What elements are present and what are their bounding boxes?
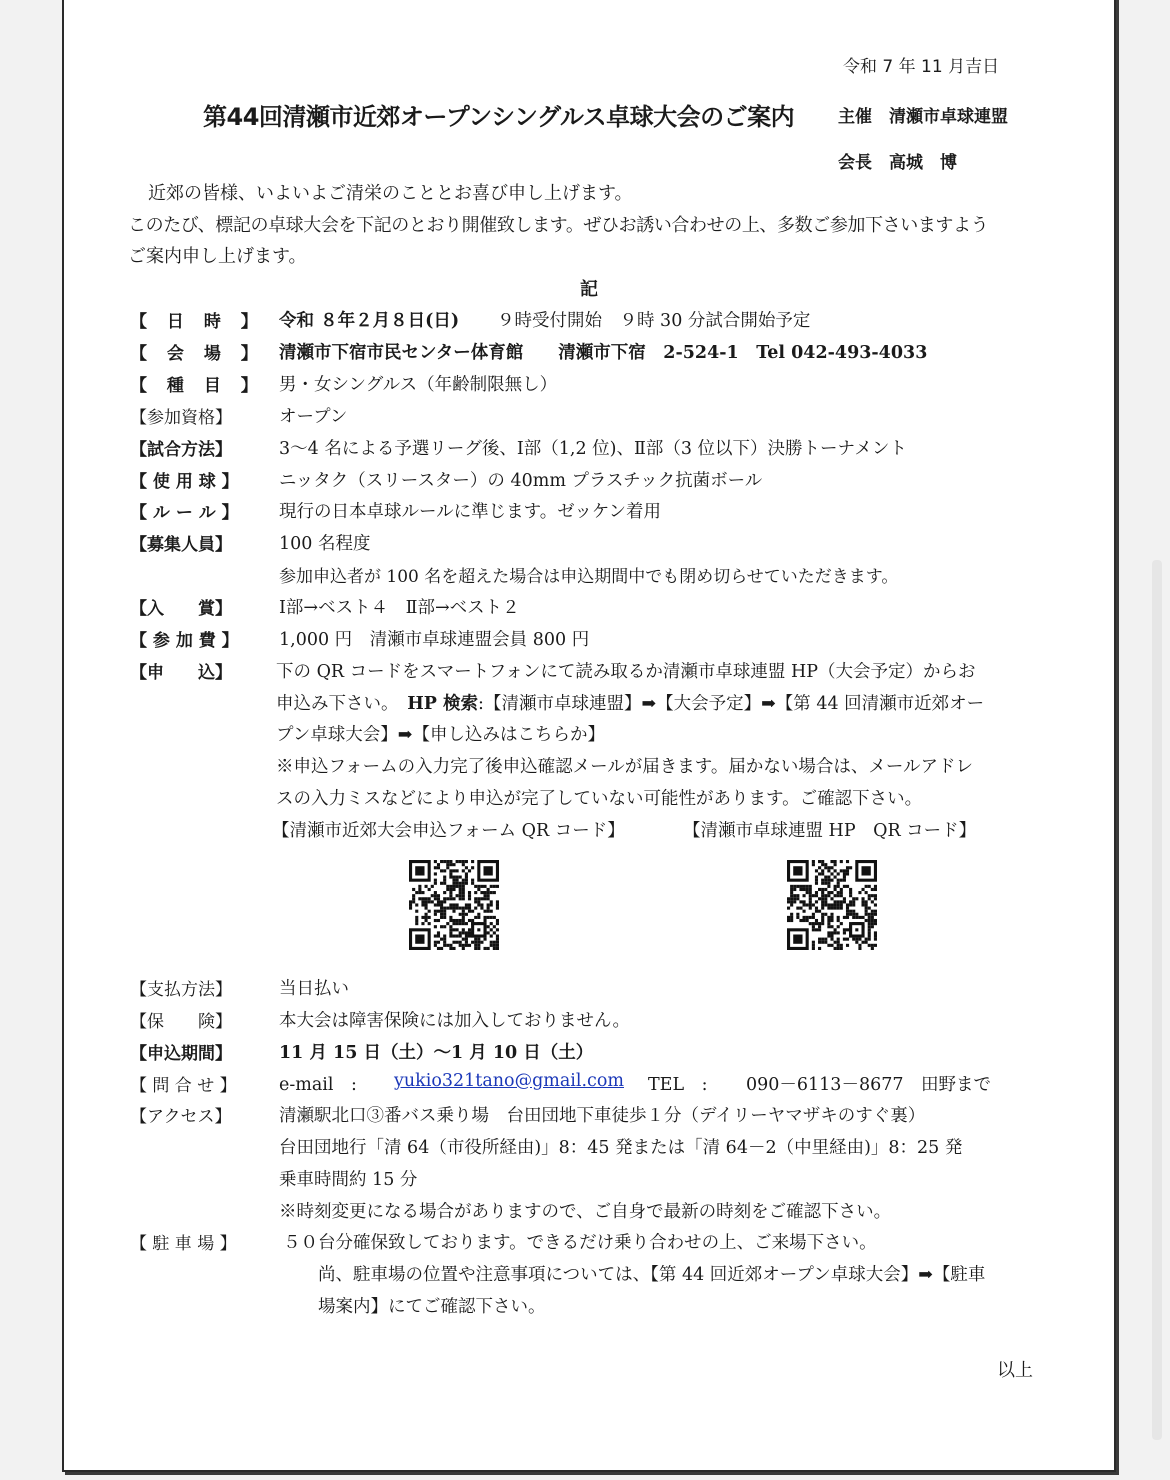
value-rules: 現行の日本卓球ルールに準じます。ゼッケン着用 bbox=[279, 502, 662, 522]
value-ball: ニッタク（スリースター）の 40mm プラスチック抗菌ボール bbox=[279, 471, 763, 491]
parking-line-2: 尚、駐車場の位置や注意事項については、【第 44 回近郊オープン卓球大会】➡【駐車 bbox=[318, 1265, 986, 1285]
contact-tel-label: TEL : bbox=[648, 1075, 708, 1095]
value-event: 男・女シングルス（年齢制限無し） bbox=[279, 375, 558, 395]
label-contact: 【 問 合 せ 】 bbox=[130, 1076, 237, 1096]
parking-line-1: ５０台分確保致しております。できるだけ乗り合わせの上、ご来場下さい。 bbox=[283, 1233, 877, 1253]
label-ball: 【 使 用 球 】 bbox=[130, 472, 239, 492]
label-parking: 【 駐 車 場 】 bbox=[130, 1234, 237, 1254]
intro-line-1: 近郊の皆様、いよいよご清栄のこととお喜び申し上げます。 bbox=[148, 183, 633, 204]
access-line-3: 乗車時間約 15 分 bbox=[279, 1170, 418, 1190]
capacity-note: 参加申込者が 100 名を超えた場合は申込期間中でも閉め切らせていただきます。 bbox=[279, 567, 899, 587]
label-prizes: 【入 賞】 bbox=[130, 599, 232, 619]
apply-line-4: ※申込フォームの入力完了後申込確認メールが届きます。届かない場合は、メールアドレ bbox=[276, 757, 974, 777]
qr-label-form: 【清瀬市近郊大会申込フォーム QR コード】 bbox=[272, 821, 625, 841]
label-apply: 【申 込】 bbox=[130, 663, 232, 683]
value-eligibility: オープン bbox=[279, 407, 348, 427]
qr-code-application-form[interactable] bbox=[409, 860, 499, 950]
label-format: 【試合方法】 bbox=[130, 440, 232, 460]
label-fee: 【 参 加 費 】 bbox=[130, 631, 239, 651]
hp-search-label: HP 検索 bbox=[407, 694, 479, 714]
apply-line-1: 下の QR コードをスマートフォンにて読み取るか清瀬市卓球連盟 HP（大会予定）からお bbox=[276, 662, 976, 682]
label-rules: 【 ル ー ル 】 bbox=[130, 503, 239, 523]
label-venue: 【 会 場 】 bbox=[130, 344, 265, 364]
value-venue: 清瀬市下宿市民センター体育館 清瀬市下宿 2-524-1 Tel 042-493-4033 bbox=[279, 343, 928, 363]
label-period: 【申込期間】 bbox=[130, 1044, 232, 1064]
value-datetime-extra: ９時受付開始 ９時 30 分試合開始予定 bbox=[497, 311, 811, 331]
ki-heading: 記 bbox=[580, 279, 598, 300]
label-capacity: 【募集人員】 bbox=[130, 535, 232, 555]
contact-email-link[interactable]: yukio321tano@gmail.com bbox=[394, 1071, 624, 1091]
value-capacity: 100 名程度 bbox=[279, 534, 371, 554]
closing-ijo: 以上 bbox=[997, 1360, 1033, 1381]
intro-line-2: このたび、標記の卓球大会を下記のとおり開催致します。ぜひお誘い合わせの上、多数ご参加下さいますよう bbox=[128, 215, 989, 236]
value-datetime: 令和 ８年２月８日(日) bbox=[279, 311, 460, 331]
organizer: 主催 清瀬市卓球連盟 bbox=[838, 107, 1008, 127]
label-access: 【アクセス】 bbox=[130, 1107, 232, 1127]
qr-label-hp: 【清瀬市卓球連盟 HP QR コード】 bbox=[683, 821, 977, 841]
label-insurance: 【保 険】 bbox=[130, 1012, 232, 1032]
page-title: 第44回清瀬市近郊オープンシングルス卓球大会のご案内 bbox=[203, 103, 795, 131]
contact-email-label: e-mail : bbox=[279, 1075, 357, 1095]
label-payment: 【支払方法】 bbox=[130, 980, 232, 1000]
label-datetime: 【 日 時 】 bbox=[130, 312, 265, 332]
value-insurance: 本大会は障害保険には加入しておりません。 bbox=[279, 1011, 631, 1031]
value-payment: 当日払い bbox=[279, 979, 349, 999]
apply-line-2c: :【清瀬市卓球連盟】➡【大会予定】➡【第 44 回清瀬市近郊オー bbox=[478, 694, 985, 714]
value-format: 3〜4 名による予選リーグ後、Ⅰ部（1,2 位)、Ⅱ部（3 位以下）決勝トーナメント bbox=[279, 439, 907, 459]
label-event: 【 種 目 】 bbox=[130, 376, 265, 396]
apply-line-3: プン卓球大会】➡【申し込みはこちらか】 bbox=[276, 725, 605, 745]
apply-line-2 bbox=[276, 690, 984, 715]
issue-date: 令和 7 年 11 月吉日 bbox=[843, 57, 1000, 77]
access-line-1: 清瀬駅北口③番バス乗り場 台田団地下車徒歩１分（デイリーヤマザキのすぐ裏） bbox=[279, 1106, 926, 1126]
parking-line-3: 場案内】にてご確認下さい。 bbox=[318, 1297, 546, 1317]
qr-code-federation-hp[interactable] bbox=[787, 860, 877, 950]
scrollbar[interactable] bbox=[1152, 560, 1162, 1440]
contact-tel: 090－6113－8677 田野まで bbox=[746, 1075, 991, 1095]
intro-line-3: ご案内申し上げます。 bbox=[128, 246, 307, 267]
label-eligibility: 【参加資格】 bbox=[130, 408, 232, 428]
value-period: 11 月 15 日（土）〜1 月 10 日（土） bbox=[279, 1043, 594, 1063]
access-line-2: 台田団地行「清 64（市役所経由)」8：45 発または「清 64－2（中里経由)」8：25 発 bbox=[279, 1138, 963, 1158]
apply-line-2a: 申込み下さい。 bbox=[276, 694, 390, 714]
access-line-4: ※時刻変更になる場合がありますので、ご自身で最新の時刻をご確認下さい。 bbox=[279, 1202, 892, 1222]
value-fee: 1,000 円 清瀬市卓球連盟会員 800 円 bbox=[279, 630, 590, 650]
apply-line-5: スの入力ミスなどにより申込が完了していない可能性があります。ご確認下さい。 bbox=[276, 789, 923, 809]
president: 会長 高城 博 bbox=[838, 153, 957, 173]
value-prizes: Ⅰ部→ベスト４ Ⅱ部→ベスト２ bbox=[279, 598, 520, 618]
